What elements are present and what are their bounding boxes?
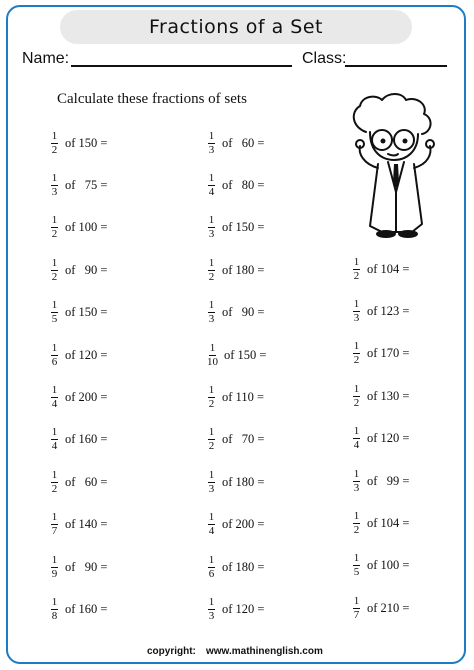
scientist-illustration bbox=[342, 92, 442, 242]
problem-expression: of 90 = bbox=[65, 559, 108, 574]
fraction-numerator: 1 bbox=[208, 553, 215, 566]
fraction-denominator: 5 bbox=[353, 566, 360, 579]
fraction bbox=[50, 343, 59, 368]
fraction-denominator: 4 bbox=[353, 439, 360, 452]
fraction-numerator: 1 bbox=[208, 511, 215, 524]
fraction bbox=[352, 426, 361, 451]
problem-item bbox=[50, 552, 107, 582]
fraction bbox=[207, 215, 216, 240]
problem-item bbox=[50, 340, 107, 370]
fraction-numerator: 1 bbox=[51, 595, 58, 608]
worksheet-title: Fractions of a Set bbox=[60, 10, 412, 44]
fraction-denominator: 4 bbox=[51, 397, 58, 410]
problem-item bbox=[50, 382, 107, 412]
fraction bbox=[352, 511, 361, 536]
problem-item bbox=[207, 128, 264, 158]
problem-item bbox=[50, 128, 107, 158]
instruction-text: Calculate these fractions of sets bbox=[57, 91, 247, 107]
problem-item bbox=[352, 508, 409, 538]
fraction bbox=[50, 300, 59, 325]
fraction bbox=[352, 553, 361, 578]
fraction bbox=[352, 596, 361, 621]
fraction-denominator: 2 bbox=[208, 440, 215, 453]
fraction-numerator: 1 bbox=[209, 341, 216, 354]
fraction-denominator: 8 bbox=[51, 609, 58, 622]
fraction-denominator: 3 bbox=[208, 313, 215, 326]
problem-expression: of 120 = bbox=[367, 431, 410, 446]
fraction-numerator: 1 bbox=[353, 255, 360, 268]
fraction-numerator: 1 bbox=[353, 467, 360, 480]
fraction bbox=[207, 385, 216, 410]
fraction-numerator: 1 bbox=[353, 425, 360, 438]
problem-expression: of 75 = bbox=[65, 177, 108, 192]
problem-expression: of 80 = bbox=[222, 177, 265, 192]
fraction-denominator: 2 bbox=[353, 523, 360, 536]
fraction-denominator: 6 bbox=[51, 355, 58, 368]
fraction-denominator: 2 bbox=[51, 228, 58, 241]
fraction-denominator: 4 bbox=[51, 440, 58, 453]
fraction-numerator: 1 bbox=[353, 382, 360, 395]
problem-item bbox=[207, 213, 264, 243]
fraction bbox=[50, 173, 59, 198]
fraction bbox=[50, 555, 59, 580]
fraction bbox=[352, 469, 361, 494]
problem-item bbox=[50, 425, 107, 455]
problem-item bbox=[207, 170, 264, 200]
fraction-numerator: 1 bbox=[51, 171, 58, 184]
fraction-numerator: 1 bbox=[353, 340, 360, 353]
problem-item bbox=[207, 467, 264, 497]
fraction-denominator: 9 bbox=[51, 567, 58, 580]
problem-item bbox=[352, 339, 409, 369]
fraction-denominator: 2 bbox=[51, 143, 58, 156]
fraction bbox=[50, 385, 59, 410]
problem-expression: of 140 = bbox=[65, 517, 108, 532]
fraction-denominator: 10 bbox=[207, 355, 218, 368]
problem-item bbox=[352, 424, 409, 454]
problem-expression: of 210 = bbox=[367, 600, 410, 615]
fraction bbox=[352, 341, 361, 366]
fraction-numerator: 1 bbox=[208, 299, 215, 312]
fraction-numerator: 1 bbox=[51, 553, 58, 566]
problem-expression: of 200 = bbox=[222, 517, 265, 532]
problem-expression: of 170 = bbox=[367, 346, 410, 361]
fraction bbox=[50, 131, 59, 156]
fraction-denominator: 3 bbox=[208, 143, 215, 156]
problem-item bbox=[352, 254, 409, 284]
problem-item bbox=[207, 594, 264, 624]
fraction-numerator: 1 bbox=[208, 214, 215, 227]
problem-expression: of 100 = bbox=[65, 220, 108, 235]
problem-expression: of 180 = bbox=[222, 559, 265, 574]
name-field-line[interactable] bbox=[71, 65, 292, 67]
fraction bbox=[352, 257, 361, 282]
problem-expression: of 123 = bbox=[367, 303, 410, 318]
fraction-numerator: 1 bbox=[208, 256, 215, 269]
fraction-denominator: 2 bbox=[208, 397, 215, 410]
fraction bbox=[207, 343, 218, 368]
fraction bbox=[50, 470, 59, 495]
problem-expression: of 200 = bbox=[65, 389, 108, 404]
problem-expression: of 90 = bbox=[222, 305, 265, 320]
problem-expression: of 130 = bbox=[367, 388, 410, 403]
problem-expression: of 180 = bbox=[222, 262, 265, 277]
fraction-denominator: 3 bbox=[353, 311, 360, 324]
fraction-numerator: 1 bbox=[51, 341, 58, 354]
fraction-denominator: 2 bbox=[353, 396, 360, 409]
fraction bbox=[352, 299, 361, 324]
fraction bbox=[207, 555, 216, 580]
problem-expression: of 180 = bbox=[222, 474, 265, 489]
problem-expression: of 99 = bbox=[367, 473, 410, 488]
problem-expression: of 160 = bbox=[65, 601, 108, 616]
fraction bbox=[207, 470, 216, 495]
problem-expression: of 90 = bbox=[65, 262, 108, 277]
fraction-numerator: 1 bbox=[51, 256, 58, 269]
fraction-denominator: 2 bbox=[353, 269, 360, 282]
fraction-numerator: 1 bbox=[208, 383, 215, 396]
problem-expression: of 150 = bbox=[65, 305, 108, 320]
fraction bbox=[207, 597, 216, 622]
problem-item bbox=[352, 551, 409, 581]
fraction-denominator: 4 bbox=[208, 525, 215, 538]
fraction bbox=[50, 597, 59, 622]
fraction-numerator: 1 bbox=[51, 383, 58, 396]
problem-expression: of 104 = bbox=[367, 261, 410, 276]
problem-item bbox=[352, 296, 409, 326]
fraction bbox=[207, 131, 216, 156]
problem-expression: of 60 = bbox=[65, 474, 108, 489]
problem-item bbox=[50, 255, 107, 285]
fraction-numerator: 1 bbox=[51, 468, 58, 481]
problem-item bbox=[352, 593, 409, 623]
problem-expression: of 100 = bbox=[367, 558, 410, 573]
problem-expression: of 70 = bbox=[222, 432, 265, 447]
name-label: Name: bbox=[22, 50, 70, 67]
fraction bbox=[207, 300, 216, 325]
problem-expression: of 110 = bbox=[222, 389, 264, 404]
fraction bbox=[207, 258, 216, 283]
problem-expression: of 120 = bbox=[65, 347, 108, 362]
fraction-denominator: 2 bbox=[353, 354, 360, 367]
fraction-denominator: 7 bbox=[51, 525, 58, 538]
fraction-numerator: 1 bbox=[353, 297, 360, 310]
fraction bbox=[207, 512, 216, 537]
problem-item bbox=[207, 425, 264, 455]
problem-expression: of 150 = bbox=[222, 220, 265, 235]
problem-item bbox=[352, 381, 409, 411]
fraction-numerator: 1 bbox=[208, 468, 215, 481]
problem-item bbox=[50, 298, 107, 328]
fraction bbox=[207, 427, 216, 452]
fraction-denominator: 3 bbox=[51, 185, 58, 198]
fraction-denominator: 2 bbox=[51, 482, 58, 495]
fraction bbox=[50, 258, 59, 283]
fraction-numerator: 1 bbox=[208, 129, 215, 142]
fraction-numerator: 1 bbox=[51, 299, 58, 312]
fraction-denominator: 3 bbox=[208, 228, 215, 241]
problem-expression: of 150 = bbox=[65, 135, 108, 150]
class-field-line[interactable] bbox=[345, 65, 447, 67]
problem-item bbox=[50, 213, 107, 243]
problem-item bbox=[207, 382, 264, 412]
problem-expression: of 150 = bbox=[224, 347, 267, 362]
fraction-numerator: 1 bbox=[208, 426, 215, 439]
fraction-denominator: 3 bbox=[208, 609, 215, 622]
fraction-denominator: 3 bbox=[353, 481, 360, 494]
problem-item bbox=[50, 170, 107, 200]
fraction-numerator: 1 bbox=[353, 594, 360, 607]
website-link[interactable]: www.mathinenglish.com bbox=[206, 646, 323, 657]
fraction-numerator: 1 bbox=[51, 511, 58, 524]
problem-item bbox=[352, 466, 409, 496]
copyright-label: copyright: bbox=[147, 646, 196, 657]
fraction bbox=[50, 427, 59, 452]
problem-expression: of 104 = bbox=[367, 515, 410, 530]
problem-expression: of 120 = bbox=[222, 601, 265, 616]
fraction bbox=[352, 384, 361, 409]
fraction-numerator: 1 bbox=[51, 426, 58, 439]
fraction bbox=[50, 512, 59, 537]
problem-expression: of 60 = bbox=[222, 135, 265, 150]
problem-item bbox=[50, 594, 107, 624]
problem-item bbox=[50, 510, 107, 540]
fraction-denominator: 7 bbox=[353, 608, 360, 621]
problem-item bbox=[50, 467, 107, 497]
fraction-numerator: 1 bbox=[208, 595, 215, 608]
fraction-denominator: 3 bbox=[208, 482, 215, 495]
fraction bbox=[207, 173, 216, 198]
problem-item bbox=[207, 510, 264, 540]
fraction-denominator: 2 bbox=[208, 270, 215, 283]
fraction-numerator: 1 bbox=[51, 129, 58, 142]
fraction-denominator: 4 bbox=[208, 185, 215, 198]
fraction-numerator: 1 bbox=[353, 552, 360, 565]
problem-item bbox=[207, 340, 266, 370]
fraction-numerator: 1 bbox=[51, 214, 58, 227]
problem-item bbox=[207, 298, 264, 328]
class-label: Class: bbox=[302, 50, 347, 67]
fraction-denominator: 5 bbox=[51, 313, 58, 326]
fraction-denominator: 2 bbox=[51, 270, 58, 283]
problem-item bbox=[207, 552, 264, 582]
fraction bbox=[50, 215, 59, 240]
problem-expression: of 160 = bbox=[65, 432, 108, 447]
problem-item bbox=[207, 255, 264, 285]
fraction-numerator: 1 bbox=[208, 171, 215, 184]
fraction-numerator: 1 bbox=[353, 509, 360, 522]
fraction-denominator: 6 bbox=[208, 567, 215, 580]
